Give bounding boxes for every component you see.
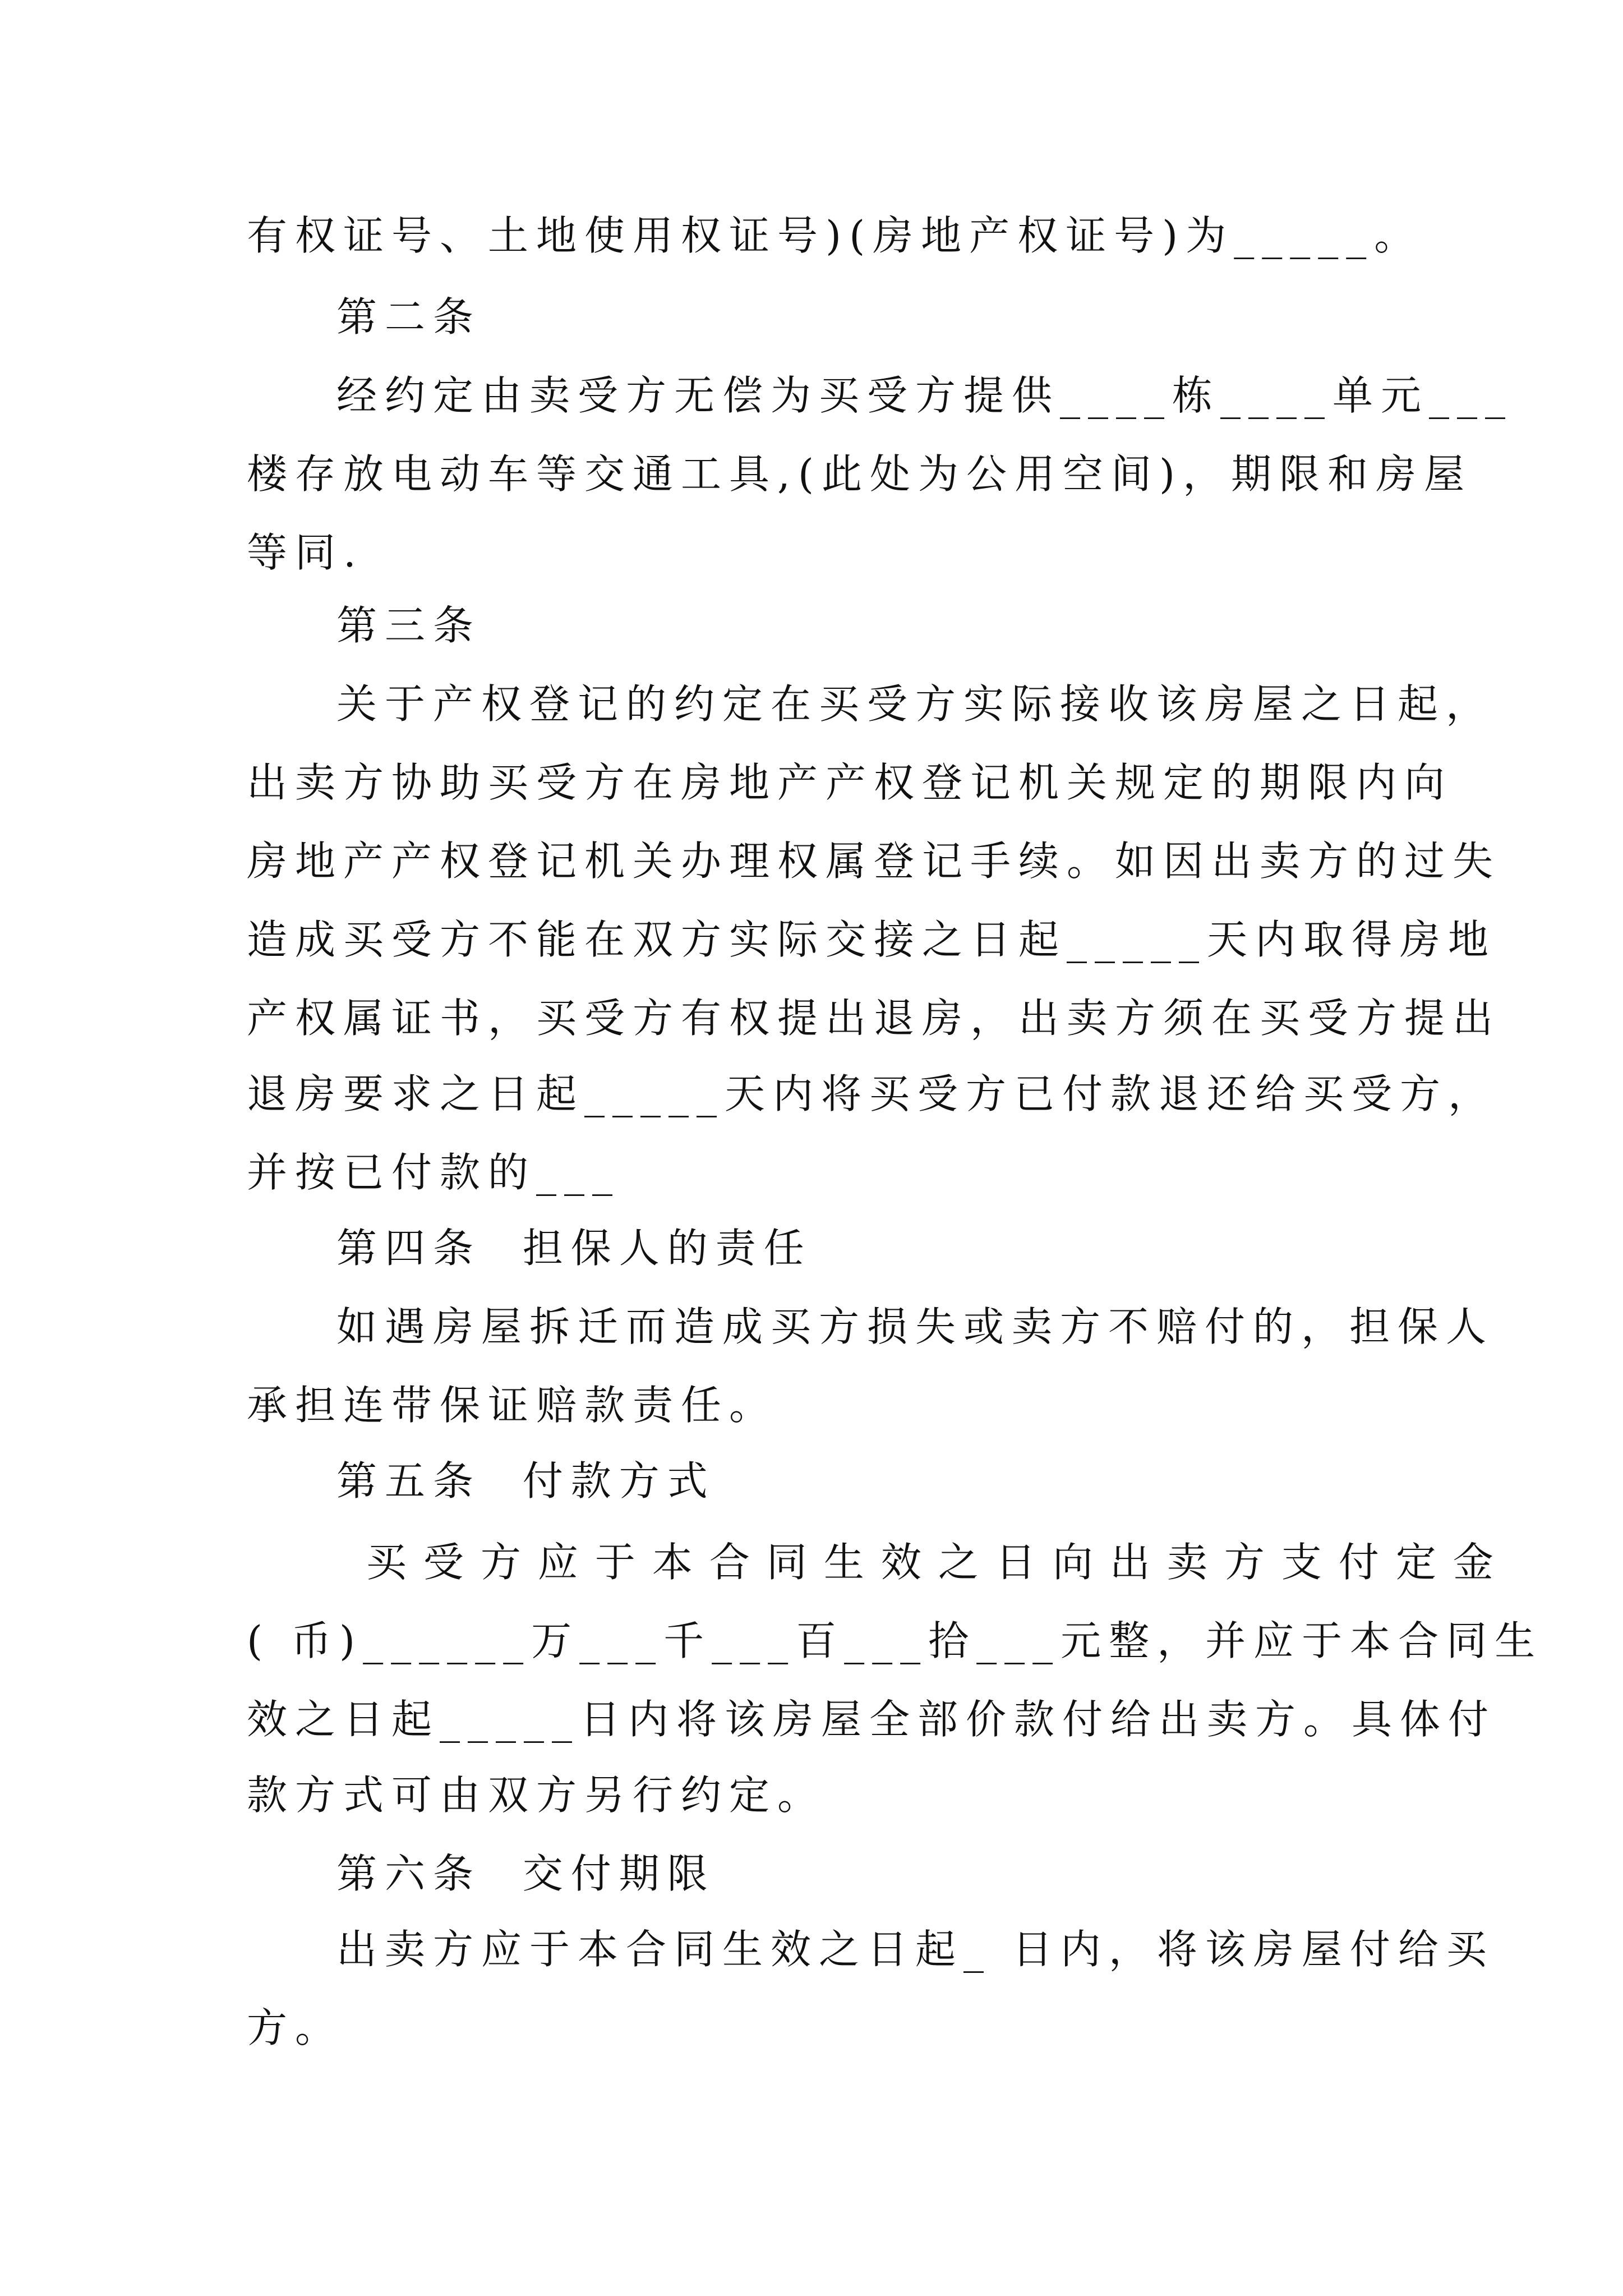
text-line: 方。 [247, 2004, 344, 2051]
text-line: 产权属证书，买受方有权提出退房，出卖方须在买受方提出 [247, 995, 1501, 1042]
text-line: 承担连带保证赔款责任。 [247, 1382, 778, 1429]
text-line: 有权证号、土地使用权证号)(房地产权证号)为_____。 [247, 212, 1423, 259]
text-line: 如遇房屋拆迁而造成买方损失或卖方不赔付的，担保人 [336, 1303, 1495, 1350]
text-line: 效之日起_____日内将该房屋全部价款付给出卖方。具体付 [247, 1696, 1497, 1743]
text-line: 出卖方应于本合同生效之日起_ 日内，将该房屋付给买 [336, 1926, 1495, 1973]
text-line: 楼存放电动车等交通工具,(此处为公用空间)，期限和房屋 [247, 450, 1473, 498]
article-heading: 第三条 [336, 602, 482, 649]
text-line: ( 币)______万___千___百___拾___元整，并应于本合同生 [247, 1617, 1543, 1664]
text-line: 出卖方协助买受方在房地产产权登记机关规定的期限内向 [247, 759, 1453, 806]
article-heading: 第二条 [336, 293, 482, 341]
text-line: 退房要求之日起_____天内将买受方已付款退还给买受方， [247, 1070, 1497, 1117]
article-heading: 第六条 交付期限 [336, 1850, 716, 1897]
text-line: 经约定由卖受方无偿为买受方提供____栋____单元___ [336, 372, 1514, 419]
text-line: 并按已付款的___ [247, 1149, 621, 1196]
article-heading: 第五条 付款方式 [336, 1457, 716, 1504]
text-line: 等同. [247, 529, 364, 576]
text-line: 造成买受方不能在双方实际交接之日起_____天内取得房地 [247, 916, 1497, 963]
text-line: 房地产产权登记机关办理权属登记手续。如因出卖方的过失 [247, 838, 1501, 885]
text-line: 款方式可由双方另行约定。 [247, 1772, 826, 1819]
text-line: 关于产权登记的约定在买受方实际接收该房屋之日起， [336, 680, 1495, 728]
text-line: 买受方应于本合同生效之日向出卖方支付定金 [336, 1539, 1510, 1586]
article-heading: 第四条 担保人的责任 [336, 1225, 812, 1272]
